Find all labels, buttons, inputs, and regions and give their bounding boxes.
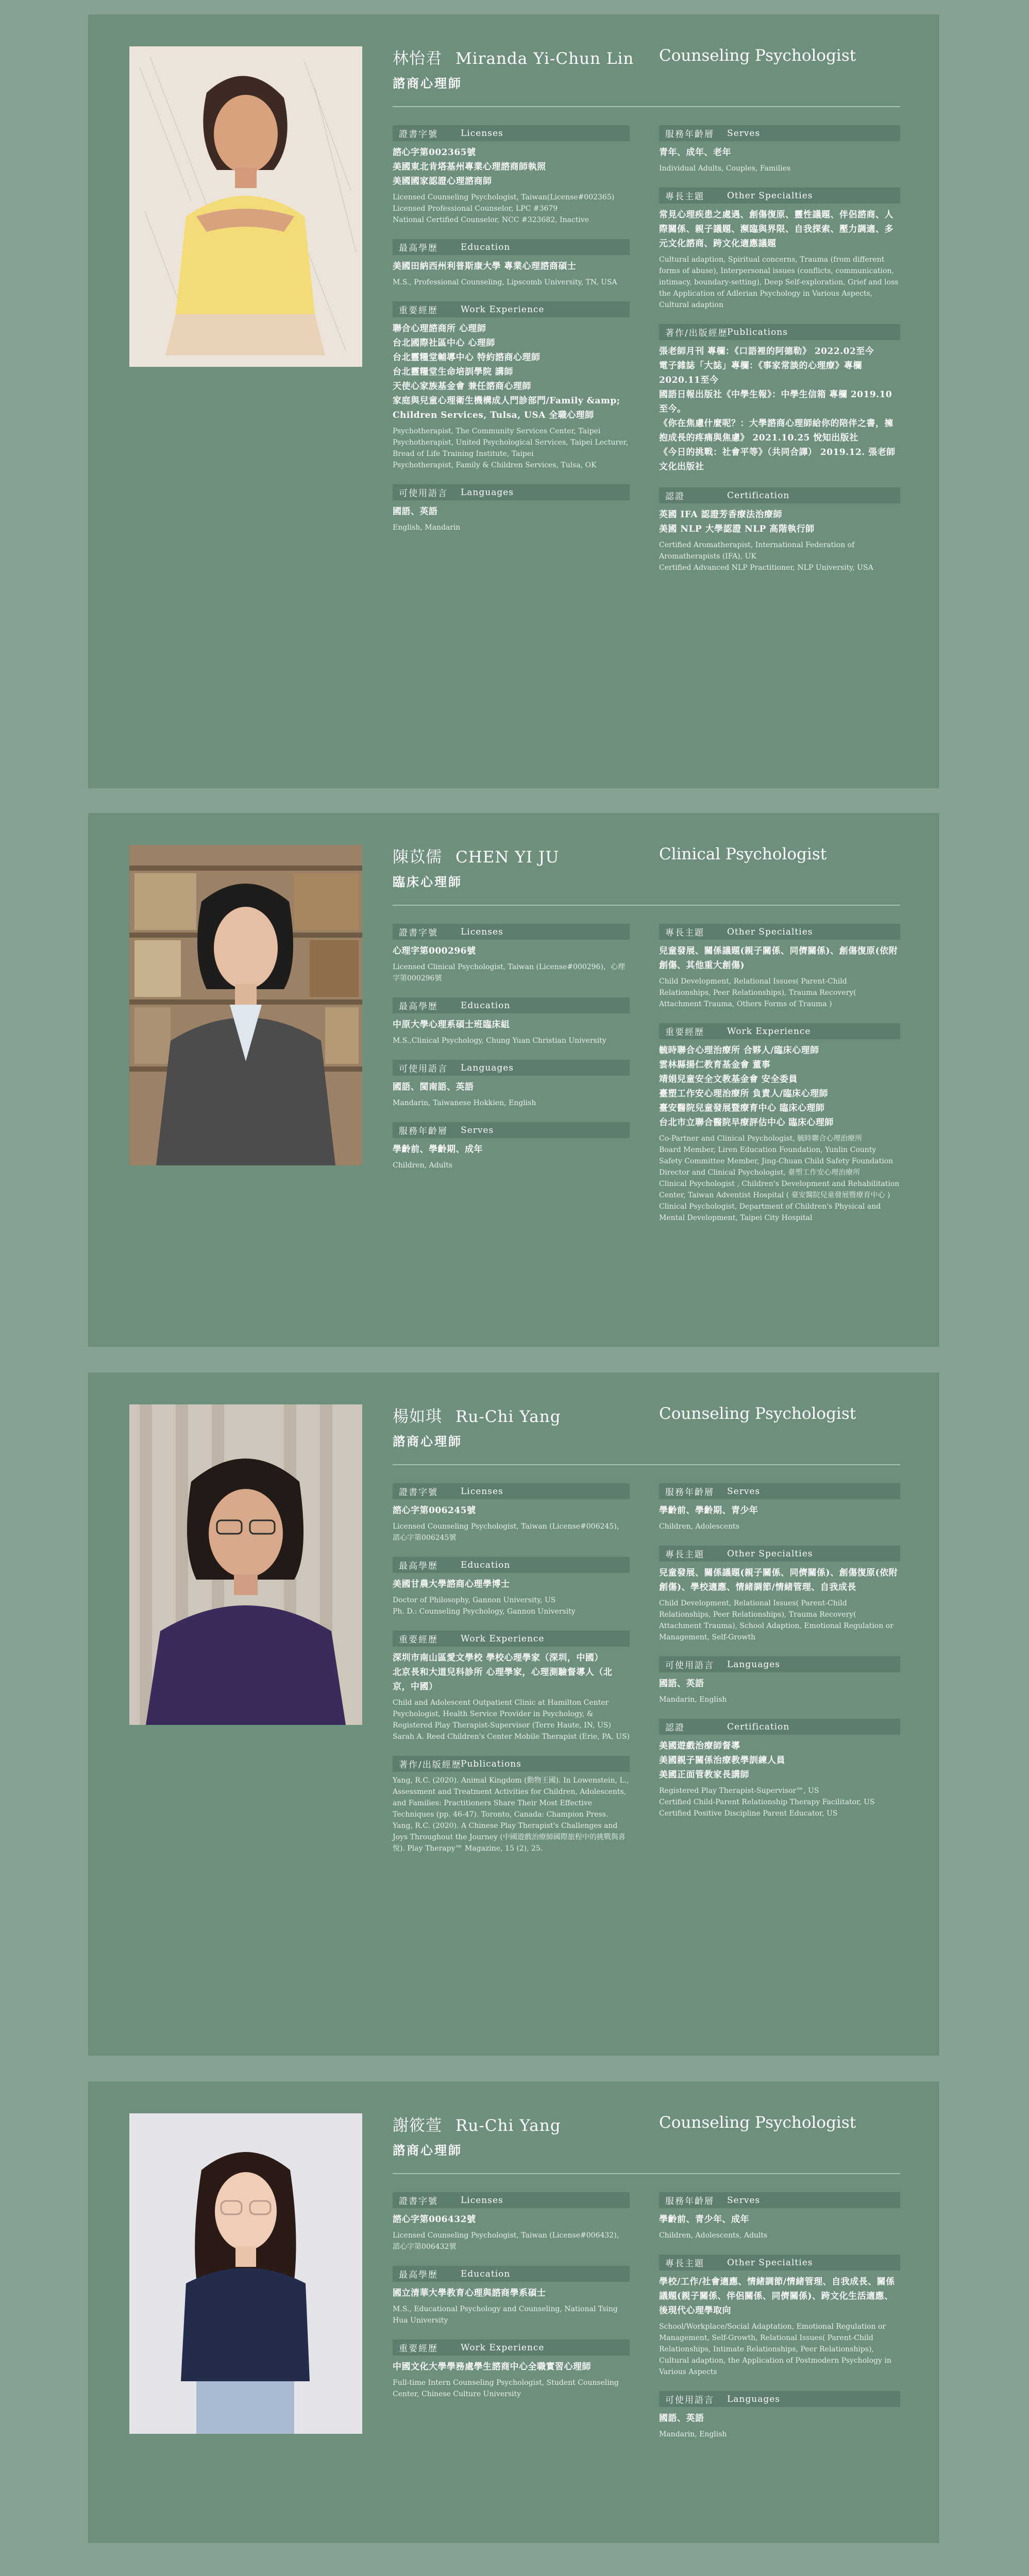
job-title: Clinical Psychologist bbox=[659, 845, 827, 863]
list-item: 《今日的挑戰：社會平等》（共同合譯） 2019.12. 張老師文化出版社 bbox=[659, 447, 896, 472]
left-column bbox=[393, 924, 630, 1184]
left-column bbox=[393, 125, 630, 547]
section-serves: 服務年齡層 Serves 學齡前、青少年、成年 Children, Adolescents, Adults bbox=[659, 2192, 900, 2241]
list-item: 台北靈糧堂生命培訓學院 講師 bbox=[393, 367, 513, 377]
list-item: 英國 IFA 認證芳香療法治療師 bbox=[659, 510, 783, 520]
section-specialties: 專長主題 Other Specialties 學校/工作/社會適應、情緒調節/情緒管理、自我成長、關係議題(親子關係、伴侶關係、同儕關係)、跨文化生活適應、後現代心理學取向 School/Workplace/Social Adaptation, Emotional Regulation or Management, Self-Growth, Relational Issues( Parent-Child Relationships, Intimate Relationships, Peer Relationships), Cultural adaption, the Application of Postmodern Psychology in Various Aspects bbox=[659, 2255, 900, 2378]
list-item: 常見心理疾患之處遇、創傷復原、靈性議題、伴侶諮商、人際關係、親子議題、濒臨與界限、自我探索、壓力調適、多元文化諮商、跨文化適應議題 bbox=[659, 210, 893, 249]
list-item: 國語、閩南語、英語 bbox=[393, 1082, 474, 1092]
section-specialties: 專長主題 Other Specialties 兒童發展、關係議題(親子關係、同儕關係)、創傷復原(依附創傷)、學校適應、情緒調節/情緒管理、自我成長 Child Development, Relational Issues( Parent-Child Relationships, Peer Relationships), Trauma Recovery( Attachment Trauma), School Adaption, Emotional Regulation or Management, Self-Growth bbox=[659, 1546, 900, 1643]
list-item: Child Development, Relational Issues( Parent-Child Relationships, Peer Relationships), Trauma Recovery( Attachment Trauma, Others Forms of Trauma ) bbox=[659, 977, 856, 1008]
list-item: Ph. D.: Counseling Psychology, Gannon University bbox=[393, 1607, 576, 1616]
job-title: Counseling Psychologist bbox=[659, 2113, 856, 2132]
list-item: Registered Play Therapist-Supervisor™, US bbox=[659, 1787, 819, 1795]
section-certification: 認證 Certification 美國遊戲治療師督導 美國親子關係治療教學訓練人員 美國正面管教家長講師 Registered Play Therapist-Supervisor™, US Certified Child-Parent Relationship Therapy Facilitator, US Certified Positive Discipline Parent Educator, US bbox=[659, 1719, 900, 1819]
list-item: 雲林縣揚仁教育基金會 董事 bbox=[659, 1060, 771, 1070]
list-item: 美國田納西州利普斯康大學 專業心理諮商碩士 bbox=[393, 261, 577, 272]
list-item: Doctor of Philosophy, Gannon University, US bbox=[393, 1596, 556, 1604]
list-item: Clinical Psychologist , Children's Development and Rehabilitation Center, Taiwan Adventist Hospital ( 臺安醫院兒童發展暨療育中心 ) bbox=[659, 1180, 900, 1199]
list-item: Certified Child-Parent Relationship Therapy Facilitator, US bbox=[659, 1798, 875, 1806]
name-en: Ru-Chi Yang bbox=[456, 2116, 561, 2135]
name-zh: 謝筱萱 bbox=[393, 2116, 442, 2135]
section-specialties: 專長主題 Other Specialties 兒童發展、關係議題(親子關係、同儕關係)、創傷復原(依附創傷、其他重大創傷) Child Development, Relational Issues( Parent-Child Relationships, Peer Relationships), Trauma Recovery( Attachment Trauma, Others Forms of Trauma ) bbox=[659, 924, 900, 1010]
list-item: 諮心字第006245號 bbox=[393, 1505, 476, 1516]
job-title: Counseling Psychologist bbox=[659, 46, 856, 65]
list-item: Psychotherapist, Family & Children Services, Tulsa, OK bbox=[393, 461, 597, 469]
profile-header bbox=[393, 1398, 900, 1465]
list-item: 張老師月刊 專欄：《口語裡的阿德勒》 2022.02至今 bbox=[659, 346, 874, 357]
portrait-illustration bbox=[129, 46, 362, 367]
section-licenses: 證書字號 Licenses 諮心字第006432號 Licensed Counseling Psychologist, Taiwan (License#006432)，諮心字第006432號 bbox=[393, 2192, 630, 2252]
list-item: 美國東北肯塔基州專業心理諮商師執照 bbox=[393, 162, 546, 172]
list-item: Child and Adolescent Outpatient Clinic at Hamilton Center Psychologist, Health Service Provider in Psychology, & Registered Play Therapist-Supervisor (Terre Haute, IN, US) bbox=[393, 1699, 611, 1730]
section-licenses: 證書字號 Licenses 心理字第000296號 Licensed Clinical Psychologist, Taiwan (License#000296)，心理字第000296號 bbox=[393, 924, 630, 984]
list-item: Mandarin, English bbox=[659, 1696, 727, 1704]
list-item: Child Development, Relational Issues( Parent-Child Relationships, Peer Relationships), Trauma Recovery( Attachment Trauma), School Adaption, Emotional Regulation or Management, Self-Growth bbox=[659, 1599, 893, 1641]
name-zh: 陳苡儒 bbox=[393, 848, 442, 867]
name-zh: 林怡君 bbox=[393, 49, 442, 68]
list-item: Cultural adaption, Spiritual concerns, Trauma (from different forms of abuse), Interpersonal issues (conflicts, communication, intimacy, boundary-setting), Deep Self-exploration, Grief and loss bbox=[659, 256, 899, 286]
list-item: 美國遊戲治療師督導 bbox=[659, 1741, 740, 1751]
list-item: 美國正面管教家長講師 bbox=[659, 1770, 749, 1780]
list-item: 心理字第000296號 bbox=[393, 946, 476, 956]
list-item: Certified Aromatherapist, International Federation of Aromatherapists (IFA), UK bbox=[659, 541, 855, 561]
list-item: Yang, R.C. (2020). Animal Kingdom (動物王國). In Lowenstein, L., Assessment and Treatment Activities for Children, Adolescents, and Families: Practitioners Share Their Most Effective Techniques (pp. 46-47). Toronto, Canada: Champion Press. bbox=[393, 1776, 629, 1819]
list-item: 靖娟兒童安全文教基金會 安全委員 bbox=[659, 1074, 798, 1084]
list-item: 天使心家族基金會 兼任諮商心理師 bbox=[393, 381, 531, 392]
list-item: Children, Adults bbox=[393, 1161, 452, 1170]
section-languages: 可使用語言 Languages 國語、英語 Mandarin, English bbox=[659, 2391, 900, 2440]
list-item: Mandarin, Taiwanese Hokkien, English bbox=[393, 1099, 536, 1107]
profile-header bbox=[393, 2107, 900, 2174]
list-item: 毓時聯合心理治療所 合夥人/臨床心理師 bbox=[659, 1045, 819, 1056]
section-education: 最高學歷 Education 國立清華大學教育心理與諮商學系碩士 M.S., Educational Psychology and Counseling, National Tsing Hua University bbox=[393, 2266, 630, 2326]
list-item: 國語日報出版社《中學生報》：中學生信箱 專欄 2019.10至今。 bbox=[659, 389, 892, 414]
role-zh: 諮商心理師 bbox=[393, 1434, 462, 1449]
list-item: Mandarin, English bbox=[659, 2430, 727, 2438]
section-publications: 著作/出版經歷 Publications Yang, R.C. (2020). Animal Kingdom (動物王國). In Lowenstein, L., Assessment and Treatment Activities for Children, Adolescents, and Families: Practitioners Share Their Most Effective Techniques (pp. 46-47). Toronto, Canada: Champion Press. Yang, R.C. (2020). A Chinese Play Therapist's Challenges and Joys Throughout the Journey (中國遊戲治療師國際旅程中的挑戰與喜悅). Play Therapy™ Magazine, 15 (2), 25. bbox=[393, 1756, 630, 1854]
right-column bbox=[659, 125, 900, 587]
list-item: Children, Adolescents, Adults bbox=[659, 2231, 768, 2240]
list-item: 深圳市南山區愛文學校 學校心理學家（深圳，中國） bbox=[393, 1653, 603, 1663]
list-item: Clinical Psychologist, Department of Children's Physical and Mental Development, Taipei City Hospital bbox=[659, 1202, 881, 1222]
list-item: Sarah A. Reed Children's Center Mobile Therapist (Erie, PA, US) bbox=[393, 1733, 630, 1741]
list-item: 《你在焦慮什麼呢？：大學諮商心理師給你的陪伴之書，擁抱成長的疼痛與焦慮》 2021.10.25 悅知出版社 bbox=[659, 418, 893, 443]
profile-header bbox=[393, 839, 900, 906]
right-column bbox=[659, 1483, 900, 1833]
list-item: Licensed Clinical Psychologist, Taiwan (License#000296)，心理字第000296號 bbox=[393, 963, 625, 982]
profile-card bbox=[88, 813, 939, 1347]
list-item: Co-Partner and Clinical Psychologist, 毓時聯合心理治療所 bbox=[659, 1134, 863, 1143]
section-languages: 可使用語言 Languages 國語、英語 English, Mandarin bbox=[393, 484, 630, 533]
list-item: 兒童發展、關係議題(親子關係、同儕關係)、創傷復原(依附創傷、其他重大創傷) bbox=[659, 946, 898, 971]
name-en: CHEN YI JU bbox=[456, 848, 560, 867]
portrait-photo bbox=[129, 2113, 362, 2434]
list-item: 諮心字第002365號 bbox=[393, 147, 476, 158]
list-item: 國語、英語 bbox=[659, 1679, 704, 1689]
list-item: English, Mandarin bbox=[393, 523, 461, 532]
right-column bbox=[659, 924, 900, 1237]
list-item: 中原大學心理系碩士班臨床組 bbox=[393, 1020, 510, 1030]
list-item: 學校/工作/社會適應、情緒調節/情緒管理、自我成長、關係議題(親子關係、伴侶關係、同儕關係)、跨文化生活適應、後現代心理學取向 bbox=[659, 2277, 895, 2316]
portrait-photo bbox=[129, 845, 362, 1165]
list-item: Board Member, Liren Education Foundation, Yunlin County bbox=[659, 1146, 876, 1154]
section-publications: 著作/出版經歷 Publications 張老師月刊 專欄：《口語裡的阿德勒》 2022.02至今 電子雜誌「大誌」專欄：《事家常談的心理療》專欄 2020.11至今 國語日報出版社《中學生報》：中學生信箱 專欄 2019.10至今。 《你在焦慮什麼呢？：大學諮商心理師給你的陪伴之書，擁抱成長的疼痛與焦慮》 2021.10.25 悅知出版社 《今日的挑戰：社會平等》（共同合譯） 2019.12. 張老師文化出版社 bbox=[659, 324, 900, 474]
name-zh: 楊如琪 bbox=[393, 1408, 442, 1426]
list-item: 臺安醫院兒童發展暨療育中心 臨床心理師 bbox=[659, 1103, 825, 1113]
portrait-illustration bbox=[129, 2113, 362, 2434]
list-item: 台北國際社區中心 心理師 bbox=[393, 338, 495, 348]
list-item: the Application of Adlerian Psychology in Various Aspects, Cultural adaption bbox=[659, 290, 873, 309]
role-zh: 臨床心理師 bbox=[393, 874, 462, 889]
list-item: 台北市立聯合醫院早療評估中心 臨床心理師 bbox=[659, 1117, 834, 1128]
list-item: Psychotherapist, The Community Services Center, Taipei bbox=[393, 427, 601, 435]
list-item: Yang, R.C. (2020). A Chinese Play Therapist's Challenges and Joys Throughout the Journey (中國遊戲治療師國際旅程中的挑戰與喜悅). Play Therapy™ Magazine, 15 (2), 25. bbox=[393, 1822, 626, 1853]
section-education: 最高學歷 Education 美國田納西州利普斯康大學 專業心理諮商碩士 M.S., Professional Counseling, Lipscomb University, TN, USA bbox=[393, 239, 630, 288]
portrait-illustration bbox=[129, 845, 362, 1165]
section-serves: 服務年齡層 Serves 青年、成年、老年 Individual Adults, Couples, Families bbox=[659, 125, 900, 174]
list-item: 台北靈糧堂輔導中心 特約諮商心理師 bbox=[393, 352, 541, 363]
list-item: 臺塑工作安心理治療所 負責人/臨床心理師 bbox=[659, 1089, 829, 1099]
list-item: Licensed Counseling Psychologist, Taiwan (License#006432)，諮心字第006432號 bbox=[393, 2231, 624, 2251]
section-licenses: 證書字號 Licenses 諮心字第006245號 Licensed Counseling Psychologist, Taiwan (License#006245)，諮心字第006245號 bbox=[393, 1483, 630, 1544]
list-item: National Certified Counselor, NCC #323682, Inactive bbox=[393, 216, 589, 224]
section-licenses: 證書字號 Licenses 諮心字第002365號 美國東北肯塔基州專業心理諮商師執照 美國國家認證心理諮商師 Licensed Counseling Psychologist, Taiwan(License#002365) Licensed Professional Counselor, LPC #3679 National Certified Counselor, NCC #323682, Inactive bbox=[393, 125, 630, 226]
list-item: 兒童發展、關係議題(親子關係、同儕關係)、創傷復原(依附創傷)、學校適應、情緒調節/情緒管理、自我成長 bbox=[659, 1568, 898, 1592]
divider bbox=[393, 106, 900, 107]
section-languages: 可使用語言 Languages 國語、閩南語、英語 Mandarin, Taiwanese Hokkien, English bbox=[393, 1060, 630, 1109]
section-work: 重要經歷 Work Experience 中國文化大學學務處學生諮商中心全職實習心理師 Full-time Intern Counseling Psychologist, Student Counseling Center, Chinese Culture University bbox=[393, 2340, 630, 2400]
list-item: 聯合心理諮商所 心理師 bbox=[393, 324, 486, 334]
divider bbox=[393, 2173, 900, 2174]
left-column bbox=[393, 1483, 630, 1868]
list-item: 學齡前、學齡期、青少年 bbox=[659, 1505, 758, 1516]
list-item: Licensed Counseling Psychologist, Taiwan (License#006245)，諮心字第006245號 bbox=[393, 1522, 624, 1542]
section-education: 最高學歷 Education 美國甘農大學諮商心理學博士 Doctor of Philosophy, Gannon University, US Ph. D.: Counseling Psychology, Gannon University bbox=[393, 1557, 630, 1617]
job-title: Counseling Psychologist bbox=[659, 1404, 856, 1423]
section-languages: 可使用語言 Languages 國語、英語 Mandarin, English bbox=[659, 1656, 900, 1705]
section-serves: 服務年齡層 Serves 學齡前、學齡期、青少年 Children, Adolescents bbox=[659, 1483, 900, 1532]
name-en: Ru-Chi Yang bbox=[456, 1408, 561, 1426]
list-item: 家庭與兒童心理衛生機構成人門診部門/Family &amp; Children Services, Tulsa, USA 全職心理師 bbox=[393, 396, 620, 420]
list-item: Certified Positive Discipline Parent Educator, US bbox=[659, 1809, 838, 1818]
list-item: 國語、英語 bbox=[393, 506, 438, 517]
section-education: 最高學歷 Education 中原大學心理系碩士班臨床組 M.S.,Clinical Psychology, Chung Yuan Christian University bbox=[393, 997, 630, 1046]
list-item: M.S.,Clinical Psychology, Chung Yuan Christian University bbox=[393, 1037, 606, 1045]
list-item: 學齡前、學齡期、成年 bbox=[393, 1144, 483, 1155]
list-item: Individual Adults, Couples, Families bbox=[659, 164, 791, 173]
list-item: M.S., Educational Psychology and Counseling, National Tsing Hua University bbox=[393, 2305, 618, 2325]
portrait-illustration bbox=[129, 1404, 362, 1725]
section-serves: 服務年齡層 Serves 學齡前、學齡期、成年 Children, Adults bbox=[393, 1122, 630, 1171]
list-item: Certified Advanced NLP Practitioner, NLP University, USA bbox=[659, 564, 873, 572]
list-item: 電子雜誌「大誌」專欄：《事家常談的心理療》專欄 2020.11至今 bbox=[659, 361, 862, 385]
profile-card bbox=[88, 14, 939, 788]
section-certification: 認證 Certification 英國 IFA 認證芳香療法治療師 美國 NLP 大學認證 NLP 高階執行師 Certified Aromatherapist, International Federation of Aromatherapists (IFA), UK Certified Advanced NLP Practitioner, NLP University, USA bbox=[659, 487, 900, 573]
list-item: 青年、成年、老年 bbox=[659, 147, 731, 158]
list-item: Safety Committee Member, Jing-Chuan Child Safety Foundation bbox=[659, 1157, 893, 1165]
name-en: Miranda Yi-Chun Lin bbox=[456, 49, 634, 68]
divider bbox=[393, 905, 900, 906]
list-item: 美國國家認證心理諮商師 bbox=[393, 176, 492, 187]
list-item: Full-time Intern Counseling Psychologist, Student Counseling Center, Chinese Culture University bbox=[393, 2379, 619, 2398]
portrait-photo bbox=[129, 46, 362, 367]
profile-card bbox=[88, 2081, 939, 2543]
profile-card bbox=[88, 1372, 939, 2056]
list-item: 美國親子關係治療教學訓練人員 bbox=[659, 1755, 785, 1766]
list-item: Children, Adolescents bbox=[659, 1522, 739, 1531]
role-zh: 諮商心理師 bbox=[393, 76, 462, 91]
profile-header bbox=[393, 40, 900, 107]
list-item: 美國甘農大學諮商心理學博士 bbox=[393, 1579, 510, 1589]
portrait-photo bbox=[129, 1404, 362, 1725]
list-item: 北京長和大道兒科診所 心理學家，心理測驗督導人（北京，中國） bbox=[393, 1667, 613, 1692]
section-specialties: 專長主題 Other Specialties 常見心理疾患之處遇、創傷復原、靈性議題、伴侶諮商、人際關係、親子議題、濒臨與界限、自我探索、壓力調適、多元文化諮商、跨文化適應議題 Cultural adaption, Spiritual concerns, Trauma (from different forms of abuse), Interpersonal issues (conflicts, communication, intimacy, boundary-setting), Deep Self-exploration, Grief and loss the Application of Adlerian Psychology in Various Aspects, Cultural adaption bbox=[659, 188, 900, 311]
list-item: 中國文化大學學務處學生諮商中心全職實習心理師 bbox=[393, 2362, 591, 2372]
list-item: Psychotherapist, United Psychological Services, Taipei Lecturer, Bread of Life Training Institute, Taipei bbox=[393, 438, 629, 458]
list-item: M.S., Professional Counseling, Lipscomb University, TN, USA bbox=[393, 278, 617, 286]
divider bbox=[393, 1464, 900, 1465]
list-item: Licensed Professional Counselor, LPC #3679 bbox=[393, 205, 558, 213]
list-item: 國語、英語 bbox=[659, 2413, 704, 2424]
list-item: School/Workplace/Social Adaptation, Emotional Regulation or Management, Self-Growth, Relational Issues( Parent-Child Relationships, Intimate Relationships, Peer Relationships), Cultural adaption, the Application of Postmodern Psychology in Various Aspects bbox=[659, 2323, 891, 2376]
list-item: 美國 NLP 大學認證 NLP 高階執行師 bbox=[659, 524, 815, 534]
list-item: 學齡前、青少年、成年 bbox=[659, 2214, 749, 2225]
section-work: 重要經歷 Work Experience 毓時聯合心理治療所 合夥人/臨床心理師 雲林縣揚仁教育基金會 董事 靖娟兒童安全文教基金會 安全委員 臺塑工作安心理治療所 負責人/臨床心理師 臺安醫院兒童發展暨療育中心 臨床心理師 台北市立聯合醫院早療評估中心 臨床心理師 Co-Partner and Clinical Psychologist, 毓時聯合心理治療所 Board Member, Liren Education Foundation, Yunlin County Safety Committee Member, Jing-Chuan Child Safety Foundation Director and Clinical Psychologist, 臺塑工作安心理治療所 Clinical Psychologist , Children's Development and Rehabilitation Center, Taiwan Adventist Hospital ( 臺安醫院兒童發展暨療育中心 ) Clinical Psychologist, Department of Children's Physical and Mental Development, Taipei City Hospital bbox=[659, 1023, 900, 1224]
section-work: 重要經歷 Work Experience 深圳市南山區愛文學校 學校心理學家（深圳，中國） 北京長和大道兒科診所 心理學家，心理測驗督導人（北京，中國） Child and Adolescent Outpatient Clinic at Hamilton Center Psychologist, Health Service Provider in Psychology, & Registered Play Therapist-Supervisor (Terre Haute, IN, US) Sarah A. Reed Children's Center Mobile Therapist (Erie, PA, US) bbox=[393, 1631, 630, 1742]
right-column bbox=[659, 2192, 900, 2453]
list-item: Director and Clinical Psychologist, 臺塑工作安心理治療所 bbox=[659, 1168, 861, 1177]
left-column bbox=[393, 2192, 630, 2413]
list-item: Licensed Counseling Psychologist, Taiwan(License#002365) bbox=[393, 193, 615, 201]
list-item: 國立清華大學教育心理與諮商學系碩士 bbox=[393, 2288, 546, 2298]
role-zh: 諮商心理師 bbox=[393, 2143, 462, 2158]
section-work: 重要經歷 Work Experience 聯合心理諮商所 心理師 台北國際社區中心 心理師 台北靈糧堂輔導中心 特約諮商心理師 台北靈糧堂生命培訓學院 講師 天使心家族基金會 兼任諮商心理師 家庭與兒童心理衛生機構成人門診部門/Family &amp; Children Services, Tulsa, USA 全職心理師 Psychotherapist, The Community Services Center, Taipei Psychotherapist, United Psychological Services, Taipei Lecturer, Bread of Life Training Institute, Taipei Psychotherapist, Family & Children Services, Tulsa, OK bbox=[393, 301, 630, 471]
list-item: 諮心字第006432號 bbox=[393, 2214, 476, 2225]
